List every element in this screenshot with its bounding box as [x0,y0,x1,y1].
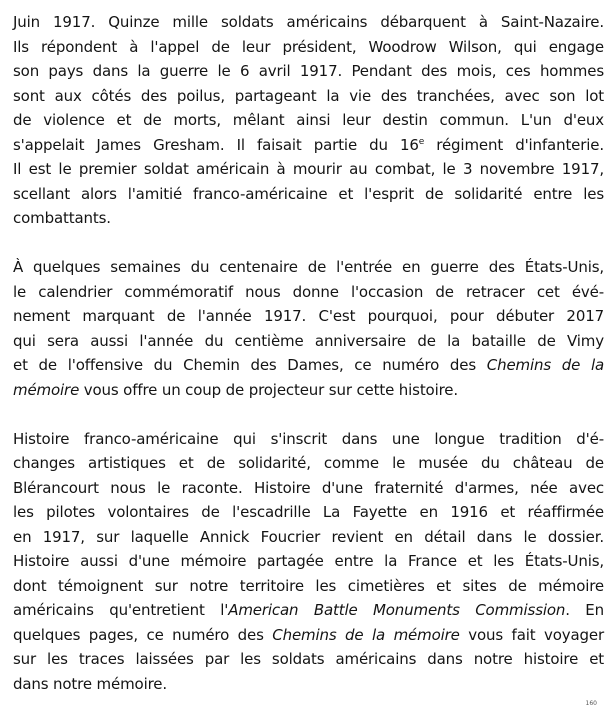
italic-name: American Battle Monuments Commission [228,601,566,619]
text-line: changes artistiques et de solidarité, comme le musée du château de [13,454,604,472]
text-run: quelques pages, ce numéro des [13,625,273,644]
text-run: et de l'offensive du Chemin des Dames, ce numéro des [13,356,487,374]
text-line: Juin 1917. Quinze mille soldats américains débarquent à Saint-Nazaire. [13,13,604,31]
text-line: dont témoignent sur notre territoire les cimetières et sites de mémoire [13,576,604,595]
text-line [13,353,604,378]
text-line: de violence et de morts, mêlant ainsi leur destin commun. L'un d'eux [13,111,604,129]
italic-title: Chemins de la [486,356,605,374]
text-line: en 1917, sur laquelle Annick Foucrier revient en détail dans le dossier. [13,527,604,546]
text-line [13,598,604,623]
text-run: vous offre un coup de projecteur sur cette histoire. [79,380,458,399]
superscript: e [418,136,425,147]
paragraph-2 [13,255,604,402]
text-line: Blérancourt nous le raconte. Histoire d'une fraternité d'armes, née avec [13,478,604,497]
text-line [13,378,604,403]
text-line: son pays dans la guerre le 6 avril 1917. Pendant des mois, ces hommes [13,62,604,80]
text-line: Ils répondent à l'appel de leur président, Woodrow Wilson, qui engage [13,37,604,56]
text-line: nement marquant de l'année 1917. C'est pourquoi, pour débuter 2017 [13,307,604,325]
text-line: sur les traces laissées par les soldats américains dans notre histoire et [13,650,604,668]
text-run: s'appelait James Gresham. Il faisait partie du 16 [13,135,419,154]
paragraph-1 [13,10,604,231]
text-line: combattants. [13,209,111,227]
text-line [13,133,604,158]
text-line: les pilotes volontaires de l'escadrille La Fayette en 1916 et réaffirmée [13,503,604,521]
text-line: le calendrier commémoratif nous donne l'occasion de retracer cet évé- [13,282,604,301]
text-run: vous fait voyager [459,625,604,644]
text-line: scellant alors l'amitié franco-américaine et l'esprit de solidarité entre les [13,184,604,203]
text-run: américains qu'entretient l' [13,601,229,619]
text-line: sont aux côtés des poilus, partageant la vie des tranchées, avec son lot [13,86,604,105]
text-line: Il est le premier soldat américain à mourir au combat, le 3 novembre 1917, [13,160,604,178]
editorial-text [13,10,604,696]
text-line: Histoire franco-américaine qui s'inscrit dans une longue tradition d'é- [13,429,604,448]
text-run: régiment d'infanterie. [424,135,604,154]
text-line [13,623,604,648]
text-line: Histoire aussi d'une mémoire partagée entre la France et les États-Unis, [13,552,604,570]
text-run: . En [565,601,604,619]
text-line: À quelques semaines du centenaire de l'entrée en guerre des États-Unis, [13,258,604,276]
paragraph-3 [13,427,604,697]
text-line: qui sera aussi l'année du centième anniversaire de la bataille de Vimy [13,331,604,350]
text-line: dans notre mémoire. [13,674,167,693]
italic-title: mémoire [13,380,80,399]
page-number: 160 [585,700,597,707]
italic-title: Chemins de la mémoire [272,625,460,644]
